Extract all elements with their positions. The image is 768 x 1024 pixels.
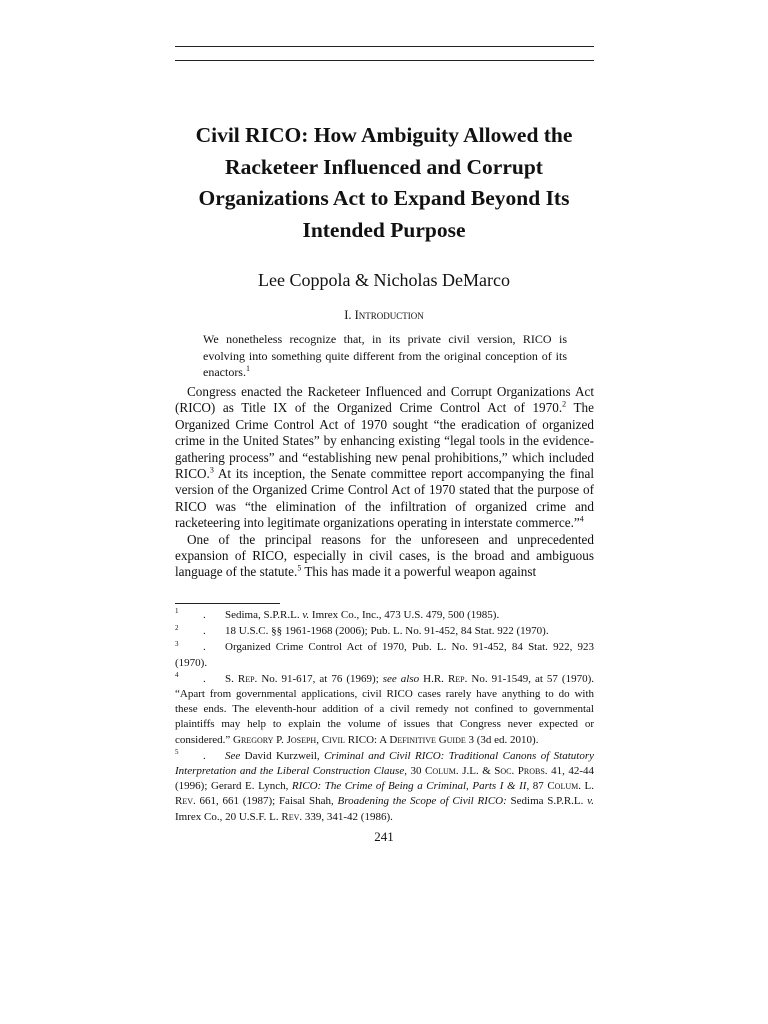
- footnote-text: RICO: The Crime of Being a Criminal, Parts I & II: [291, 780, 527, 793]
- footnote-dot: .: [203, 749, 206, 762]
- body-text-run: At its inception, the Senate committee report accompanying the final version of the Organized Crime Control Act of 1970 stated that the purpose of RICO was “the elimination of the infiltration of organized crime and racketeering into legitimate organizations operating in interstate commerce.”: [175, 466, 594, 531]
- footnote-separator: [175, 603, 280, 604]
- footnote-text: 3 (3d ed. 2010).: [465, 733, 539, 746]
- header-rule-bottom: [175, 60, 594, 61]
- footnote-text: Imrex Co., 20 U.S.F. L.: [175, 810, 282, 823]
- footnote-text: H.R.: [419, 672, 448, 685]
- footnote-dot: .: [203, 672, 206, 685]
- footnote-text: v.: [302, 609, 310, 621]
- footnote-4: 4 . S. Rep. No. 91-617, at 76 (1969); see also H.R. Rep. No. 91-1549, at 57 (1970). “Apart from governmental applications, civil RICO cases rarely have anything to do with these ends. The eleventh-hour addition of a civil remedy not confined to governmental plaintiffs may help to explain the volume of issues that Congress never expected or considered.” Gregory P. Joseph, Civil RICO: A Definitive Guide 3 (3d ed. 2010).: [175, 671, 595, 746]
- footnote-text: Sedima S.P.R.L.: [506, 795, 588, 808]
- footnote-text: Colum.: [425, 765, 459, 778]
- footnote-text: Gregory P. Joseph, Civil RICO: A Definitive Guide: [233, 733, 466, 746]
- footnote-text: 339, 341-42 (1986).: [302, 810, 393, 823]
- footnote-text: J.L. &: [458, 765, 495, 778]
- body-text-run: One of the principal reasons for the unforeseen and unprecedented expansion of RICO, especially in civil cases, is the broad and ambiguous language of the statute.: [175, 531, 594, 580]
- footnote-text: Broadening the Scope of Civil RICO:: [337, 795, 507, 808]
- article-title: Civil RICO: How Ambiguity Allowed the Racketeer Influenced and Corrupt Organizations Act to Expand Beyond Its Intended Purpose: [195, 123, 573, 242]
- footnote-text: Soc. Probs.: [494, 765, 548, 778]
- body-text: [175, 384, 594, 581]
- footnote-text: S.: [225, 672, 238, 685]
- epigraph-quote: [203, 331, 567, 381]
- footnote-text: Imrex Co., Inc., 473 U.S. 479, 500 (1985).: [309, 609, 500, 621]
- section-title: Introduction: [354, 308, 424, 322]
- header-rule-top: [175, 46, 594, 47]
- footnote-text: , 87: [526, 780, 548, 793]
- footnote-text: see also: [382, 672, 420, 685]
- footnote-dot: .: [203, 625, 206, 638]
- body-text-run: This has made it a powerful weapon against: [301, 564, 537, 580]
- body-paragraph-2: [175, 532, 594, 581]
- footnote-ref-5[interactable]: 5: [297, 564, 302, 574]
- footnote-1: 1 . Sedima, S.P.R.L. v. Imrex Co., Inc., 473 U.S. 479, 500 (1985).: [175, 608, 594, 623]
- footnote-text: See: [225, 749, 241, 762]
- footnote-dot: .: [203, 609, 206, 621]
- footnote-text: Sedima, S.P.R.L.: [225, 609, 303, 621]
- footnote-text: David Kurzweil,: [240, 749, 325, 762]
- page-number: 241: [374, 829, 394, 844]
- body-text-run: The Organized Crime Control Act of 1970 sought “the eradication of organized crime in the United States” by enhancing existing “legal tools in the evidence-gathering process” and “establishing new penal prohibitions,” which included RICO.: [175, 400, 594, 482]
- article-authors: Lee Coppola & Nicholas DeMarco: [258, 270, 510, 290]
- body-paragraph-1: [175, 384, 594, 532]
- body-text-run: Congress enacted the Racketeer Influenced and Corrupt Organizations Act (RICO) as Title IX of the Organized Crime Control Act of 1970.: [175, 384, 594, 416]
- footnote-ref-2[interactable]: 2: [562, 400, 567, 410]
- footnote-text: 41, 42-44 (1996); Gerard E. Lynch,: [175, 765, 594, 793]
- footnote-text: No. 91-1549, at 57 (1970). “Apart from governmental applications, civil RICO cases rarely have anything to do with these ends. The eleventh-hour addition of a civil remedy not confined to governmental plaintiffs may help to explain the volume of issues that Congress never expected or considered.”: [175, 672, 595, 746]
- footnote-5: 5 . See David Kurzweil, Criminal and Civil RICO: Traditional Canons of Statutory Interpretation and the Liberal Construction Clause, 30 Colum. J.L. & Soc. Probs. 41, 42-44 (1996); Gerard E. Lynch, RICO: The Crime of Being a Criminal, Parts I & II, 87 Colum. L. Rev. 661, 661 (1987); Faisal Shah, Broadening the Scope of Civil RICO: Sedima S.P.R.L. v. Imrex Co., 20 U.S.F. L. Rev. 339, 341-42 (1986).: [175, 748, 595, 823]
- epigraph-text: We nonetheless recognize that, in its private civil version, RICO is evolving into something quite different from the original conception of its enactors.: [203, 332, 567, 379]
- footnote-text: Rep.: [237, 672, 258, 685]
- footnote-ref-3[interactable]: 3: [209, 465, 214, 475]
- footnotes: [175, 608, 594, 826]
- footnote-3: 3 . Organized Crime Control Act of 1970, Pub. L. No. 91-452, 84 Stat. 922, 923 (1970).: [175, 639, 594, 669]
- footnote-text: No. 91-617, at 76 (1969);: [257, 672, 383, 685]
- footnote-text: v.: [587, 795, 594, 808]
- footnote-text: Rep.: [447, 672, 468, 685]
- section-heading: [160, 307, 608, 323]
- footnote-2: 2 . 18 U.S.C. §§ 1961-1968 (2006); Pub. L. No. 91-452, 84 Stat. 922 (1970).: [175, 624, 594, 639]
- footnote-text: 661, 661 (1987); Faisal Shah,: [195, 795, 338, 808]
- footnote-text: Criminal and Civil RICO: Traditional Canons of Statutory Interpretation and the Liberal Construction Clause: [175, 749, 595, 778]
- footnote-text: 18 U.S.C. §§ 1961-1968 (2006); Pub. L. No. 91-452, 84 Stat. 922 (1970).: [225, 625, 549, 638]
- footnote-dot: .: [203, 641, 206, 654]
- footnote-text: Organized Crime Control Act of 1970, Pub. L. No. 91-452, 84 Stat. 922, 923 (1970).: [175, 641, 594, 669]
- footnote-text: , 30: [404, 765, 426, 778]
- footnote-text: Colum. L. Rev.: [175, 780, 595, 808]
- footnote-ref-1[interactable]: 1: [245, 364, 250, 373]
- section-numeral: I.: [344, 308, 355, 322]
- footnote-ref-4[interactable]: 4: [579, 514, 584, 524]
- footnote-text: Rev.: [281, 810, 303, 823]
